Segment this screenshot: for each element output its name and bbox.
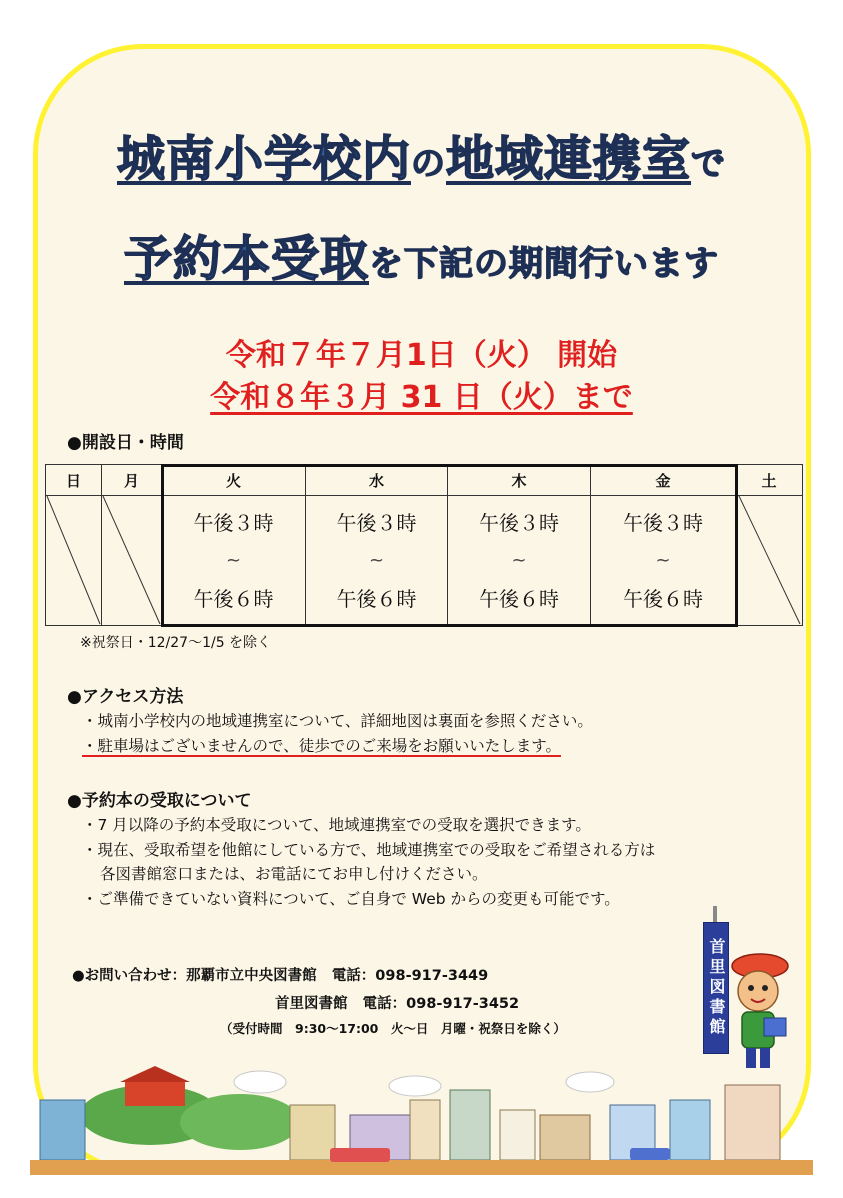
pickup-line-1: ・7 月以降の予約本受取について、地域連携室での受取を選択できます。 bbox=[82, 816, 591, 834]
time-to: 午後６時 bbox=[623, 586, 703, 611]
day-fri: 金 bbox=[591, 465, 736, 496]
closed-cell-sun bbox=[46, 496, 102, 626]
contact-library-1: 那覇市立中央図書館 bbox=[186, 968, 317, 984]
period-start: 令和７年７月1日（火） 開始 bbox=[225, 338, 618, 373]
day-wed: 水 bbox=[306, 465, 448, 496]
hours-cell-fri bbox=[591, 496, 736, 626]
day-tue: 火 bbox=[162, 465, 306, 496]
schedule-table bbox=[45, 464, 803, 626]
pickup-line-4: ・ご準備できていない資料について、ご自身で Web からの変更も可能です。 bbox=[82, 890, 620, 908]
time-from: 午後３時 bbox=[336, 510, 417, 535]
time-from: 午後３時 bbox=[479, 510, 559, 535]
closed-cell-sat bbox=[736, 496, 803, 626]
hours-cell-thu bbox=[448, 496, 591, 626]
time-tilde: ~ bbox=[368, 549, 385, 571]
pickup-heading: ●予約本の受取について bbox=[67, 791, 252, 811]
access-heading: ●アクセス方法 bbox=[67, 687, 184, 707]
schedule-header-row bbox=[46, 465, 803, 496]
access-line-2: ・駐車場はございませんので、徒歩でのご来場をお願いいたします。 bbox=[82, 737, 561, 755]
title-community-room: 地域連携室 bbox=[446, 131, 692, 187]
time-to: 午後６時 bbox=[479, 586, 559, 611]
contact-hours: （受付時間 9:30～17:00 火～日 月曜・祝祭日を除く） bbox=[220, 1021, 566, 1036]
title-period-text: を下記の期間行います bbox=[369, 244, 719, 284]
day-mon: 月 bbox=[102, 465, 162, 496]
hours-cell-wed bbox=[306, 496, 448, 626]
title-particle-no: の bbox=[411, 144, 446, 184]
title-line-1 bbox=[0, 120, 843, 189]
day-thu: 木 bbox=[448, 465, 591, 496]
title-reserved-pickup: 予約本受取 bbox=[123, 231, 369, 287]
closed-cell-mon bbox=[102, 496, 162, 626]
time-from: 午後３時 bbox=[623, 510, 703, 535]
hours-cell-tue bbox=[162, 496, 306, 626]
cityscape-illustration bbox=[30, 1060, 813, 1175]
period-end: 令和８年３月 31 日（火）まで bbox=[210, 380, 633, 415]
contact-row-2 bbox=[275, 992, 519, 1013]
time-tilde: ~ bbox=[655, 549, 671, 571]
pickup-line-3: 各図書館窓口または、お電話にてお申し付けください。 bbox=[100, 865, 488, 883]
time-from: 午後３時 bbox=[193, 510, 274, 535]
time-to: 午後６時 bbox=[193, 586, 274, 611]
banner-pole-icon bbox=[713, 906, 717, 922]
contact-phone-2: 電話：098-917-3452 bbox=[362, 996, 520, 1012]
schedule-note: ※祝祭日・12/27～1/5 を除く bbox=[80, 635, 272, 651]
day-sun: 日 bbox=[46, 465, 102, 496]
title-line-2 bbox=[0, 220, 843, 289]
time-tilde: ~ bbox=[511, 549, 527, 571]
schedule-hours-row bbox=[46, 496, 803, 626]
time-to: 午後６時 bbox=[336, 586, 417, 611]
pickup-line-2: ・現在、受取希望を他館にしている方で、地域連携室での受取をご希望される方は bbox=[82, 841, 656, 859]
title-particle-de: で bbox=[691, 144, 727, 184]
contact-phone-1: 電話：098-917-3449 bbox=[331, 968, 489, 984]
day-sat: 土 bbox=[736, 465, 803, 496]
time-tilde: ~ bbox=[225, 549, 242, 571]
contact-row-1 bbox=[72, 964, 488, 985]
schedule-heading: ●開設日・時間 bbox=[67, 433, 184, 453]
access-line-1: ・城南小学校内の地域連携室について、詳細地図は裏面を参照ください。 bbox=[82, 712, 593, 730]
mascot-icon bbox=[718, 946, 798, 1071]
shuri-library-banner: 首里図書館 bbox=[703, 922, 729, 1054]
contact-library-2: 首里図書館 bbox=[275, 996, 348, 1012]
title-school-room: 城南小学校内 bbox=[116, 131, 411, 187]
contact-label: ●お問い合わせ： bbox=[72, 968, 187, 984]
